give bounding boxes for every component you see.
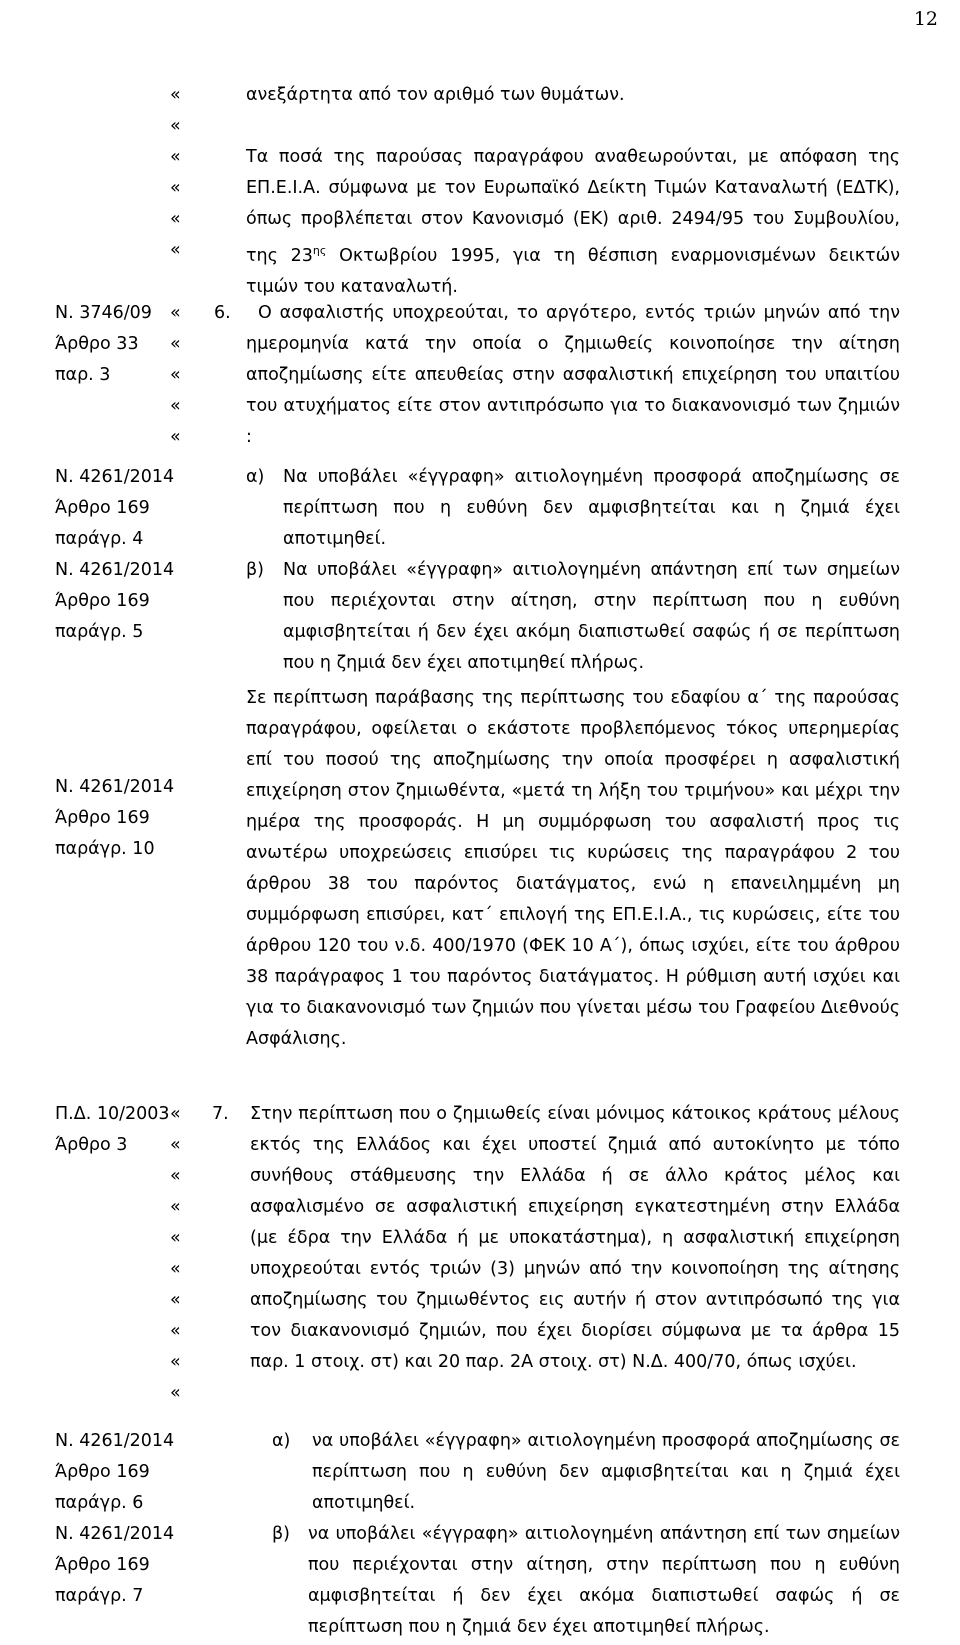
reference-law-3746: Ν. 3746/09 Άρθρο 33 παρ. 3: [55, 303, 152, 385]
continuation-text: ανεξάρτητα από τον αριθμό των θυμάτων. Τα ποσά της παρούσας παραγράφου αναθεωρούνται, με απόφαση της ΕΠ.Ε.Ι.Α. σύμφωνα με τον Ευρωπαϊκό Δείκτη Τιμών Καταναλωτή (ΕΔΤΚ), όπως προβλέπεται στον Κανονισμό (ΕΚ) αριθ. 2494/95 του Συμβουλίου, της $23^{\eta\varsigma}$ Οκτωβρίου 1995, για τη θέσπιση εναρμονισμένων δεικτών τιμών του καταναλωτή.: [246, 85, 900, 297]
paragraph-6-number: 6.: [214, 303, 231, 323]
quote-marks-p6: « « « « «: [170, 303, 181, 447]
paragraph-7-text: Στην περίπτωση που ο ζημιωθείς είναι μόνιμος κάτοικος κράτους μέλους εκτός της Ελλάδος και έχει υποστεί ζημιά από αυτοκίνητο με τόπο συνήθους στάθμευσης την Ελλάδα ή σε άλλο κράτος μέλος και ασφαλισμένο σε ασφαλιστική επιχείρηση εγκατεστημένη στην Ελλάδα (με έδρα την Ελλάδα ή με υποκατάστημα), η ασφαλιστική επιχείρηση υποχρεούται εντός τριών (3) μηνών από την κοινοποίηση της αίτησης αποζημίωσης του ζημιωθέντος εις αυτήν ή στον αντιπρόσωπό της για τον διακανονισμό ζημιών, που έχει διορίσει σύμφωνα με τα άρθρα 15 παρ. 1 στοιχ. στ) και 20 παρ. 2Α στοιχ. στ) Ν.Δ. 400/70, όπως ισχύει.: [250, 1104, 900, 1372]
paragraph-6-text: Ο ασφαλιστής υποχρεούται, το αργότερο, εντός τριών μηνών από την ημερομηνία κατά την οποία ο ζημιωθείς κοινοποίησε την αίτηση αποζημίωσης είτε απευθείας στην ασφαλιστική επιχείρηση του υπαιτίου του ατυχήματος είτε στον αντιπρόσωπο για το διακανονισμό των ζημιών :: [246, 303, 900, 447]
item-6a-label: α): [246, 467, 265, 487]
reference-pd-10-2003: Π.Δ. 10/2003 Άρθρο 3: [55, 1104, 170, 1155]
item-7a-text: να υποβάλει «έγγραφη» αιτιολογημένη προσφορά αποζημίωσης σε περίπτωση που η ευθύνη δεν αμφισβητείται και η ζημιά έχει αποτιμηθεί.: [312, 1431, 900, 1513]
item-7a-label: α): [272, 1431, 291, 1451]
reference-law-4261-par10: Ν. 4261/2014 Άρθρο 169 παράγρ. 10: [55, 777, 175, 859]
item-6b-label: β): [246, 560, 264, 580]
reference-law-4261-par6-7: Ν. 4261/2014 Άρθρο 169 παράγρ. 6 Ν. 4261/2014 Άρθρο 169 παράγρ. 7: [55, 1431, 175, 1606]
item-7b-label: β): [272, 1524, 290, 1544]
quote-marks-p7: « « « « « « « « « «: [170, 1104, 181, 1403]
paragraph-7-number: 7.: [212, 1104, 229, 1124]
item-6a-text: Να υποβάλει «έγγραφη» αιτιολογημένη προσφορά αποζημίωσης σε περίπτωση που η ευθύνη δεν αμφισβητείται και η ζημιά έχει αποτιμηθεί.: [283, 467, 900, 549]
item-6b-text: Να υποβάλει «έγγραφη» αιτιολογημένη απάντηση επί των σημείων που περιέχονται στην αίτηση, στην περίπτωση που η ευθύνη αμφισβητείται ή δεν έχει ακόμη διαπιστωθεί σαφώς ή σε περίπτωση που η ζημιά δεν έχει αποτιμηθεί πλήρως.: [283, 560, 900, 673]
quote-marks-top: « « « « « «: [170, 85, 181, 260]
item-7b-text: να υποβάλει «έγγραφη» αιτιολογημένη απάντηση επί των σημείων που περιέχονται στην αίτηση, στην περίπτωση που η ευθύνη αμφισβητείται ή δεν έχει ακόμα διαπιστωθεί σαφώς ή σε περίπτωση που η ζημιά δεν έχει αποτιμηθεί πλήρως.: [308, 1524, 900, 1637]
page-number: 12: [913, 8, 938, 30]
paragraph-6-penalty-text: Σε περίπτωση παράβασης της περίπτωσης του εδαφίου α΄ της παρούσας παραγράφου, οφείλεται ο εκάστοτε προβλεπόμενος τόκος υπερημερίας επί του ποσού της αποζημίωσης την οποία προσφέρει η ασφαλιστική επιχείρηση στον ζημιωθέντα, «μετά τη λήξη του τριμήνου» και μέχρι την ημέρα της προσφοράς. Η μη συμμόρφωση του ασφαλιστή προς τις ανωτέρω υποχρεώσεις επισύρει τις κυρώσεις της παραγράφου 2 του άρθρου 38 του παρόντος διατάγματος, ενώ η επανειλημμένη μη συμμόρφωση επισύρει, κατ΄ επιλογή της ΕΠ.Ε.Ι.Α., τις κυρώσεις, είτε του άρθρου 120 του ν.δ. 400/1970 (ΦΕΚ 10 Α΄), όπως ισχύει, είτε του άρθρου 38 παράγραφος 1 του παρόντος διατάγματος. Η ρύθμιση αυτή ισχύει και για το διακανονισμό των ζημιών που γίνεται μέσω του Γραφείου Διεθνούς Ασφάλισης.: [246, 688, 900, 1049]
reference-law-4261-par4-5: Ν. 4261/2014 Άρθρο 169 παράγρ. 4 Ν. 4261/2014 Άρθρο 169 παράγρ. 5: [55, 467, 175, 642]
